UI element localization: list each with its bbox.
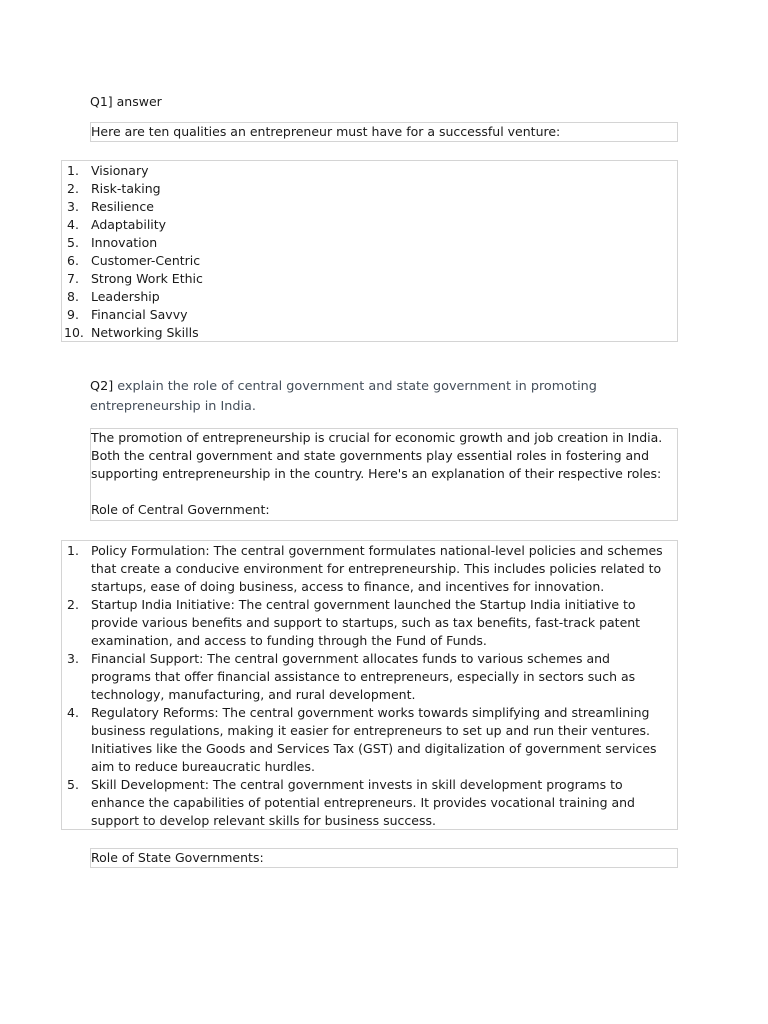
q2-intro-paragraph: The promotion of entrepreneurship is crucial for economic growth and job creation in India. Both the central government and state governments play essential roles in fostering and supporting entrepreneurship in the country. Here's an explanation of their respective roles: xyxy=(91,430,663,481)
list-number: 3. xyxy=(67,199,79,214)
list-item xyxy=(62,252,677,270)
list-number: 5. xyxy=(67,235,79,250)
list-text: Financial Savvy xyxy=(91,307,188,322)
list-text: Skill Development: The central government invests in skill development programs to enhance the capabilities of potential entrepreneurs. It provides vocational training and support to develop relevant skills for business success. xyxy=(91,777,635,828)
list-item xyxy=(62,180,677,198)
list-text: Networking Skills xyxy=(91,325,199,340)
list-item xyxy=(62,704,677,776)
list-item xyxy=(62,306,677,324)
list-text: Customer-Centric xyxy=(91,253,201,268)
list-text: Regulatory Reforms: The central government works towards simplifying and streamlining business regulations, making it easier for entrepreneurs to set up and run their ventures. Initiatives like the Goods and Services Tax (GST) and digitalization of government services aim to reduce bureaucratic hurdles. xyxy=(91,705,657,774)
list-text: Visionary xyxy=(91,163,149,178)
list-item xyxy=(62,650,677,704)
list-item xyxy=(62,234,677,252)
state-government-heading: Role of State Governments: xyxy=(90,848,678,868)
list-item xyxy=(62,270,677,288)
list-item xyxy=(62,198,677,216)
list-item xyxy=(62,288,677,306)
list-number: 3. xyxy=(67,651,79,666)
list-number: 1. xyxy=(67,163,79,178)
list-item xyxy=(62,324,677,342)
list-number: 2. xyxy=(67,597,79,612)
list-number: 4. xyxy=(67,217,79,232)
list-text: Financial Support: The central government allocates funds to various schemes and programs that offer financial assistance to entrepreneurs, especially in sectors such as technology, manufacturing, and rural development. xyxy=(91,651,636,702)
q2-question xyxy=(90,377,685,417)
list-text: Policy Formulation: The central government formulates national-level policies and schemes that create a conducive environment for entrepreneurship. This includes policies related to startups, ease of doing business, access to finance, and incentives for innovation. xyxy=(91,543,663,594)
list-item xyxy=(62,596,677,650)
list-text: Resilience xyxy=(91,199,154,214)
q2-label: Q2] xyxy=(90,379,114,394)
list-text: Strong Work Ethic xyxy=(91,271,203,286)
list-text: Adaptability xyxy=(91,217,167,232)
list-number: 8. xyxy=(67,289,79,304)
list-number: 9. xyxy=(67,307,79,322)
list-item xyxy=(62,162,677,180)
q1-label: Q1] answer xyxy=(90,94,162,109)
list-number: 7. xyxy=(67,271,79,286)
paragraph-gap xyxy=(91,483,677,501)
list-item xyxy=(62,776,677,830)
q2-intro-block xyxy=(90,428,678,521)
list-number: 4. xyxy=(67,705,79,720)
list-item xyxy=(62,542,677,596)
list-text: Innovation xyxy=(91,235,158,250)
qualities-list xyxy=(61,160,678,342)
list-number: 1. xyxy=(67,543,79,558)
list-text: Leadership xyxy=(91,289,160,304)
list-item xyxy=(62,216,677,234)
q2-question-text: explain the role of central government and state government in promoting entrepreneurship in India. xyxy=(90,379,597,414)
list-text: Risk-taking xyxy=(91,181,161,196)
list-number: 6. xyxy=(67,253,79,268)
list-text: Startup India Initiative: The central government launched the Startup India initiative to provide various benefits and support to startups, such as tax benefits, fast-track patent examination, and access to funding through the Fund of Funds. xyxy=(91,597,641,648)
list-number: 2. xyxy=(67,181,79,196)
q1-intro: Here are ten qualities an entrepreneur must have for a successful venture: xyxy=(90,122,678,142)
list-number: 5. xyxy=(67,777,79,792)
list-number: 10. xyxy=(64,325,84,340)
central-government-heading: Role of Central Government: xyxy=(91,502,270,517)
central-roles-list xyxy=(61,540,678,830)
